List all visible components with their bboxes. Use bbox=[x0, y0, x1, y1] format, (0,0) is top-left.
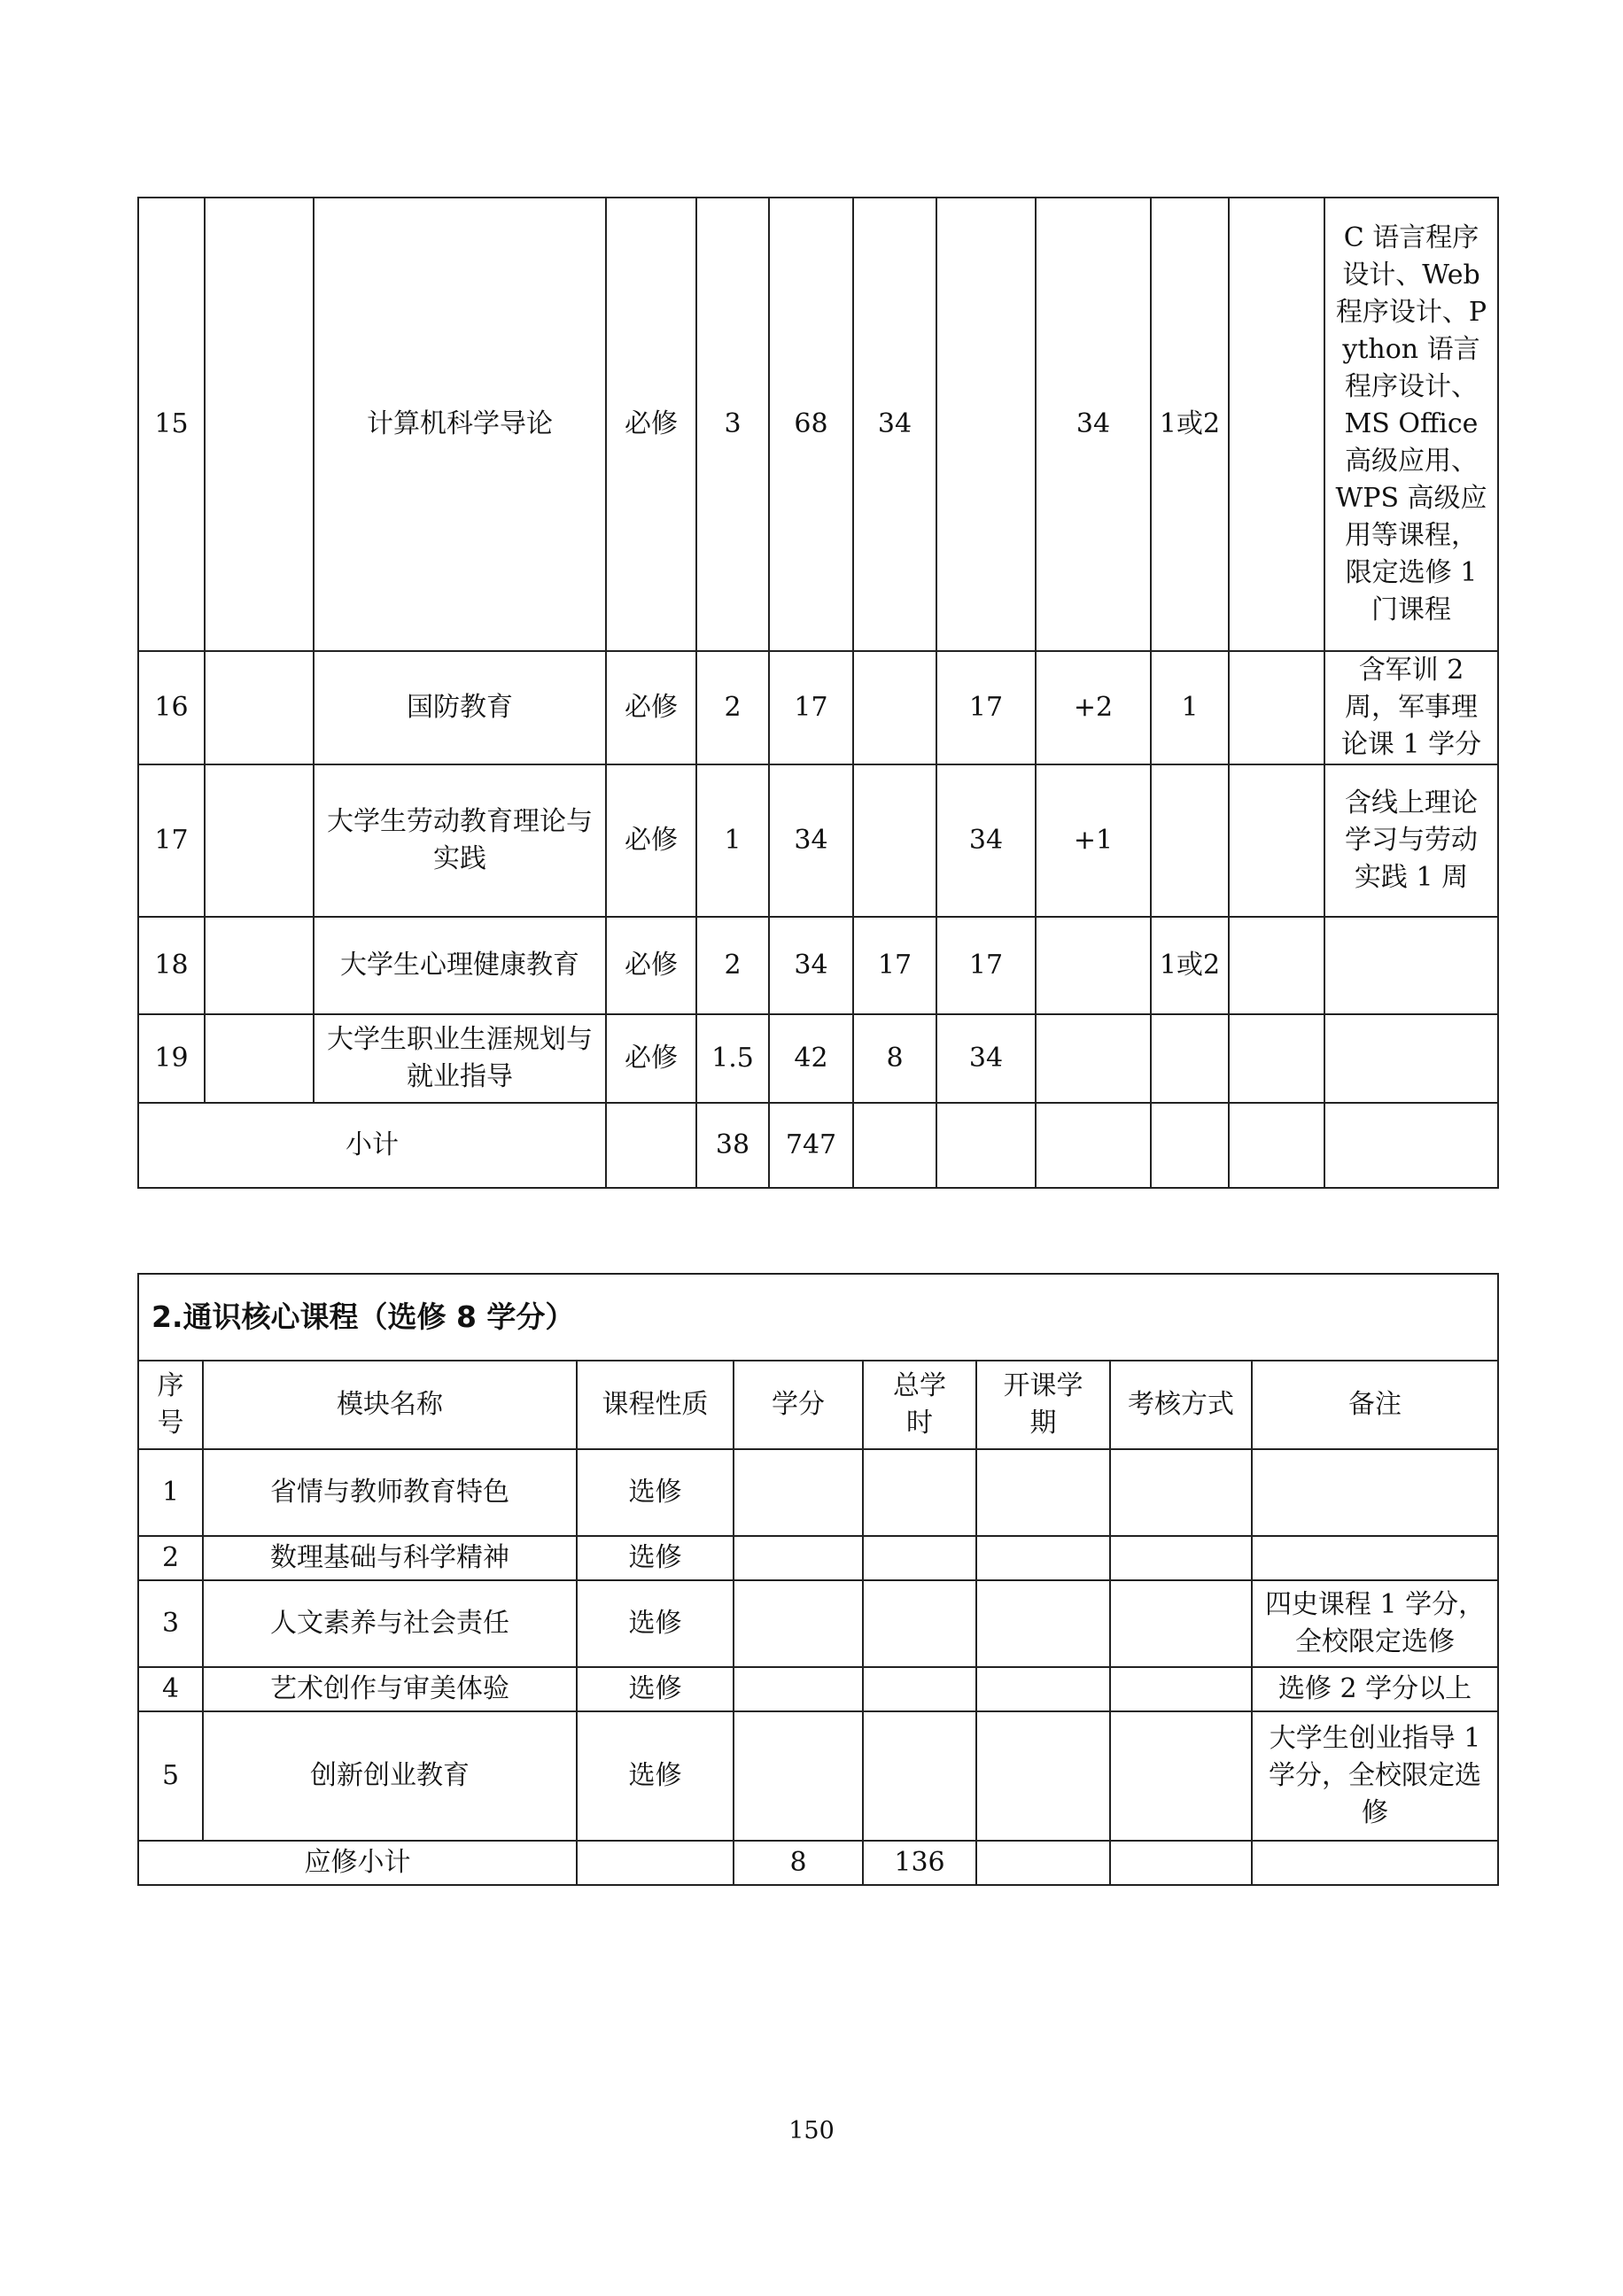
exam-col bbox=[1229, 1014, 1324, 1103]
exam-col bbox=[1229, 651, 1324, 764]
total-hours bbox=[863, 1449, 976, 1536]
subtotal-hours: 747 bbox=[769, 1103, 853, 1188]
remark: 含军训 2 周，军事理论课 1 学分 bbox=[1324, 651, 1498, 764]
hours-col-7: 34 bbox=[936, 764, 1036, 917]
total-hours bbox=[863, 1580, 976, 1667]
table-row bbox=[138, 1449, 1498, 1536]
table-row bbox=[138, 764, 1498, 917]
total-hours bbox=[863, 1711, 976, 1841]
credit bbox=[734, 1711, 863, 1841]
remark bbox=[1252, 1449, 1498, 1536]
course-nature: 选修 bbox=[577, 1667, 734, 1711]
blank-cell bbox=[1036, 1103, 1151, 1188]
section-title: 2.通识核心课程（选修 8 学分） bbox=[138, 1274, 1498, 1361]
total-hours: 34 bbox=[769, 917, 853, 1014]
hours-col-8: 34 bbox=[1036, 198, 1151, 651]
row-no: 16 bbox=[138, 651, 205, 764]
blank-cell bbox=[205, 651, 314, 764]
term bbox=[976, 1580, 1110, 1667]
subtotal-label: 应修小计 bbox=[138, 1841, 577, 1885]
table-row bbox=[138, 1536, 1498, 1580]
remark: C 语言程序设计、Web 程序设计、Python 语言程序设计、MS Office 高级应用、WPS 高级应用等课程，限定选修 1 门课程 bbox=[1324, 198, 1498, 651]
col-header-nature: 课程性质 bbox=[577, 1361, 734, 1449]
term: 1 bbox=[1151, 651, 1229, 764]
term bbox=[1151, 764, 1229, 917]
subtotal-credit: 8 bbox=[734, 1841, 863, 1885]
subtotal-row bbox=[138, 1103, 1498, 1188]
term: 1或2 bbox=[1151, 917, 1229, 1014]
credit: 3 bbox=[696, 198, 769, 651]
course-name: 国防教育 bbox=[314, 651, 606, 764]
hours-col-6: 8 bbox=[853, 1014, 936, 1103]
module-name: 数理基础与科学精神 bbox=[203, 1536, 577, 1580]
page-number: 150 bbox=[788, 2117, 835, 2145]
row-no: 19 bbox=[138, 1014, 205, 1103]
hours-col-6: 34 bbox=[853, 198, 936, 651]
credit: 1 bbox=[696, 764, 769, 917]
blank-cell bbox=[606, 1103, 696, 1188]
exam-method bbox=[1110, 1667, 1252, 1711]
credit bbox=[734, 1536, 863, 1580]
table-row bbox=[138, 917, 1498, 1014]
total-hours: 34 bbox=[769, 764, 853, 917]
hours-col-6 bbox=[853, 651, 936, 764]
blank-cell bbox=[205, 764, 314, 917]
col-header-hours: 总学时 bbox=[863, 1361, 976, 1449]
subtotal-label: 小计 bbox=[138, 1103, 606, 1188]
row-no: 1 bbox=[138, 1449, 203, 1536]
col-header-module: 模块名称 bbox=[203, 1361, 577, 1449]
blank-cell bbox=[577, 1841, 734, 1885]
table-row bbox=[138, 198, 1498, 651]
col-header-no: 序号 bbox=[138, 1361, 203, 1449]
hours-col-7: 34 bbox=[936, 1014, 1036, 1103]
course-table-required bbox=[137, 197, 1499, 1189]
course-nature: 必修 bbox=[606, 764, 696, 917]
table-row bbox=[138, 1580, 1498, 1667]
exam-col bbox=[1229, 917, 1324, 1014]
total-hours: 68 bbox=[769, 198, 853, 651]
table-row bbox=[138, 1711, 1498, 1841]
credit: 1.5 bbox=[696, 1014, 769, 1103]
subtotal-row bbox=[138, 1841, 1498, 1885]
hours-col-8 bbox=[1036, 1014, 1151, 1103]
remark: 含线上理论学习与劳动实践 1 周 bbox=[1324, 764, 1498, 917]
remark: 大学生创业指导 1 学分，全校限定选修 bbox=[1252, 1711, 1498, 1841]
table-row bbox=[138, 1014, 1498, 1103]
course-nature: 必修 bbox=[606, 198, 696, 651]
general-core-course-table bbox=[137, 1273, 1499, 1886]
course-name: 计算机科学导论 bbox=[314, 198, 606, 651]
row-no: 5 bbox=[138, 1711, 203, 1841]
row-no: 15 bbox=[138, 198, 205, 651]
credit bbox=[734, 1449, 863, 1536]
hours-col-8: +2 bbox=[1036, 651, 1151, 764]
blank-cell bbox=[1151, 1103, 1229, 1188]
course-nature: 必修 bbox=[606, 651, 696, 764]
row-no: 17 bbox=[138, 764, 205, 917]
hours-col-6 bbox=[853, 764, 936, 917]
col-header-credit: 学分 bbox=[734, 1361, 863, 1449]
blank-cell bbox=[853, 1103, 936, 1188]
hours-col-6: 17 bbox=[853, 917, 936, 1014]
exam-method bbox=[1110, 1580, 1252, 1667]
module-name: 创新创业教育 bbox=[203, 1711, 577, 1841]
row-no: 3 bbox=[138, 1580, 203, 1667]
term bbox=[976, 1711, 1110, 1841]
module-name: 人文素养与社会责任 bbox=[203, 1580, 577, 1667]
col-header-remark: 备注 bbox=[1252, 1361, 1498, 1449]
hours-col-8: +1 bbox=[1036, 764, 1151, 917]
header-row bbox=[138, 1361, 1498, 1449]
exam-method bbox=[1110, 1449, 1252, 1536]
exam-method bbox=[1110, 1536, 1252, 1580]
remark: 选修 2 学分以上 bbox=[1252, 1667, 1498, 1711]
row-no: 2 bbox=[138, 1536, 203, 1580]
course-nature: 选修 bbox=[577, 1449, 734, 1536]
col-header-exam: 考核方式 bbox=[1110, 1361, 1252, 1449]
table-title-row bbox=[138, 1274, 1498, 1361]
hours-col-7 bbox=[936, 198, 1036, 651]
total-hours: 17 bbox=[769, 651, 853, 764]
credit: 2 bbox=[696, 651, 769, 764]
total-hours bbox=[863, 1536, 976, 1580]
course-name: 大学生劳动教育理论与实践 bbox=[314, 764, 606, 917]
credit: 2 bbox=[696, 917, 769, 1014]
total-hours: 42 bbox=[769, 1014, 853, 1103]
term: 1或2 bbox=[1151, 198, 1229, 651]
course-nature: 必修 bbox=[606, 917, 696, 1014]
blank-cell bbox=[205, 1014, 314, 1103]
row-no: 18 bbox=[138, 917, 205, 1014]
remark: 四史课程 1 学分，全校限定选修 bbox=[1252, 1580, 1498, 1667]
term bbox=[1151, 1014, 1229, 1103]
blank-cell bbox=[1110, 1841, 1252, 1885]
hours-col-8 bbox=[1036, 917, 1151, 1014]
course-name: 大学生职业生涯规划与就业指导 bbox=[314, 1014, 606, 1103]
module-name: 艺术创作与审美体验 bbox=[203, 1667, 577, 1711]
hours-col-7: 17 bbox=[936, 651, 1036, 764]
blank-cell bbox=[976, 1841, 1110, 1885]
term bbox=[976, 1449, 1110, 1536]
exam-method bbox=[1110, 1711, 1252, 1841]
module-name: 省情与教师教育特色 bbox=[203, 1449, 577, 1536]
blank-cell bbox=[205, 917, 314, 1014]
subtotal-hours: 136 bbox=[863, 1841, 976, 1885]
remark bbox=[1324, 1014, 1498, 1103]
blank-cell bbox=[205, 198, 314, 651]
table-row bbox=[138, 1667, 1498, 1711]
course-nature: 选修 bbox=[577, 1711, 734, 1841]
subtotal-credit: 38 bbox=[696, 1103, 769, 1188]
col-header-term: 开课学期 bbox=[976, 1361, 1110, 1449]
table-row bbox=[138, 651, 1498, 764]
blank-cell bbox=[1229, 1103, 1324, 1188]
total-hours bbox=[863, 1667, 976, 1711]
course-nature: 必修 bbox=[606, 1014, 696, 1103]
remark bbox=[1324, 917, 1498, 1014]
term bbox=[976, 1536, 1110, 1580]
blank-cell bbox=[1252, 1841, 1498, 1885]
blank-cell bbox=[1324, 1103, 1498, 1188]
hours-col-7: 17 bbox=[936, 917, 1036, 1014]
term bbox=[976, 1667, 1110, 1711]
row-no: 4 bbox=[138, 1667, 203, 1711]
blank-cell bbox=[936, 1103, 1036, 1188]
exam-col bbox=[1229, 198, 1324, 651]
credit bbox=[734, 1580, 863, 1667]
exam-col bbox=[1229, 764, 1324, 917]
course-nature: 选修 bbox=[577, 1536, 734, 1580]
remark bbox=[1252, 1536, 1498, 1580]
credit bbox=[734, 1667, 863, 1711]
course-nature: 选修 bbox=[577, 1580, 734, 1667]
course-name: 大学生心理健康教育 bbox=[314, 917, 606, 1014]
